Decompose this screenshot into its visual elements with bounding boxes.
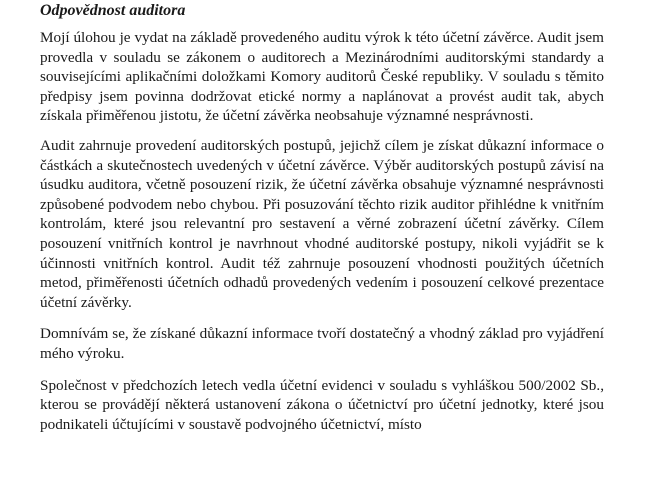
paragraph-evidence-opinion: Domnívám se, že získané důkazní informace tvoří dostatečný a vhodný základ pro vyjádření mého výroku.	[40, 325, 604, 362]
paragraph-audit-procedures: Audit zahrnuje provedení auditorských postupů, jejichž cílem je získat důkazní informace o částkách a skutečnostech uvedených v účetní závěrce. Výběr auditorských postupů závisí na úsudku auditora, včetně posouzení rizik, že účetní závěrka obsahuje významné nesprávnosti způsobené podvodem nebo chybou. Při posuzování těchto rizik auditor přihlédne k vnitřním kontrolám, které jsou relevantní pro sestavení a věrné zobrazení účetní závěrky. Cílem posouzení vnitřních kontrol je navrhnout vhodné auditorské postupy, nikoli vyjádřit se k účinnosti vnitřních kontrol. Audit též zahrnuje posouzení vhodnosti použitých účetních metod, přiměřenosti účetních odhadů provedených vedením i posouzení celkové prezentace účetní závěrky.	[40, 136, 604, 311]
section-heading: Odpovědnost auditora	[40, 2, 186, 19]
document-page	[40, 0, 604, 434]
paragraph-company-records: Společnost v předchozích letech vedla účetní evidenci v souladu s vyhláškou 500/2002 Sb., kterou se provádějí některá ustanovení zákona o účetnictví pro účetní jednotky, které jsou podnikateli účtujícími v soustavě podvojného účetnictví, místo	[40, 376, 604, 433]
paragraph-auditor-task: Mojí úlohou je vydat na základě provedeného auditu výrok k této účetní závěrce. Audit jsem provedla v souladu se zákonem o auditorech a Mezinárodními auditorskými standardy a souvisejícími aplikačními doložkami Komory auditorů České republiky. V souladu s těmito předpisy jsem povinna dodržovat etické normy a naplánovat a provést audit tak, abych získala přiměřenou jistotu, že účetní závěrka neobsahuje významné nesprávnosti.	[40, 29, 604, 125]
